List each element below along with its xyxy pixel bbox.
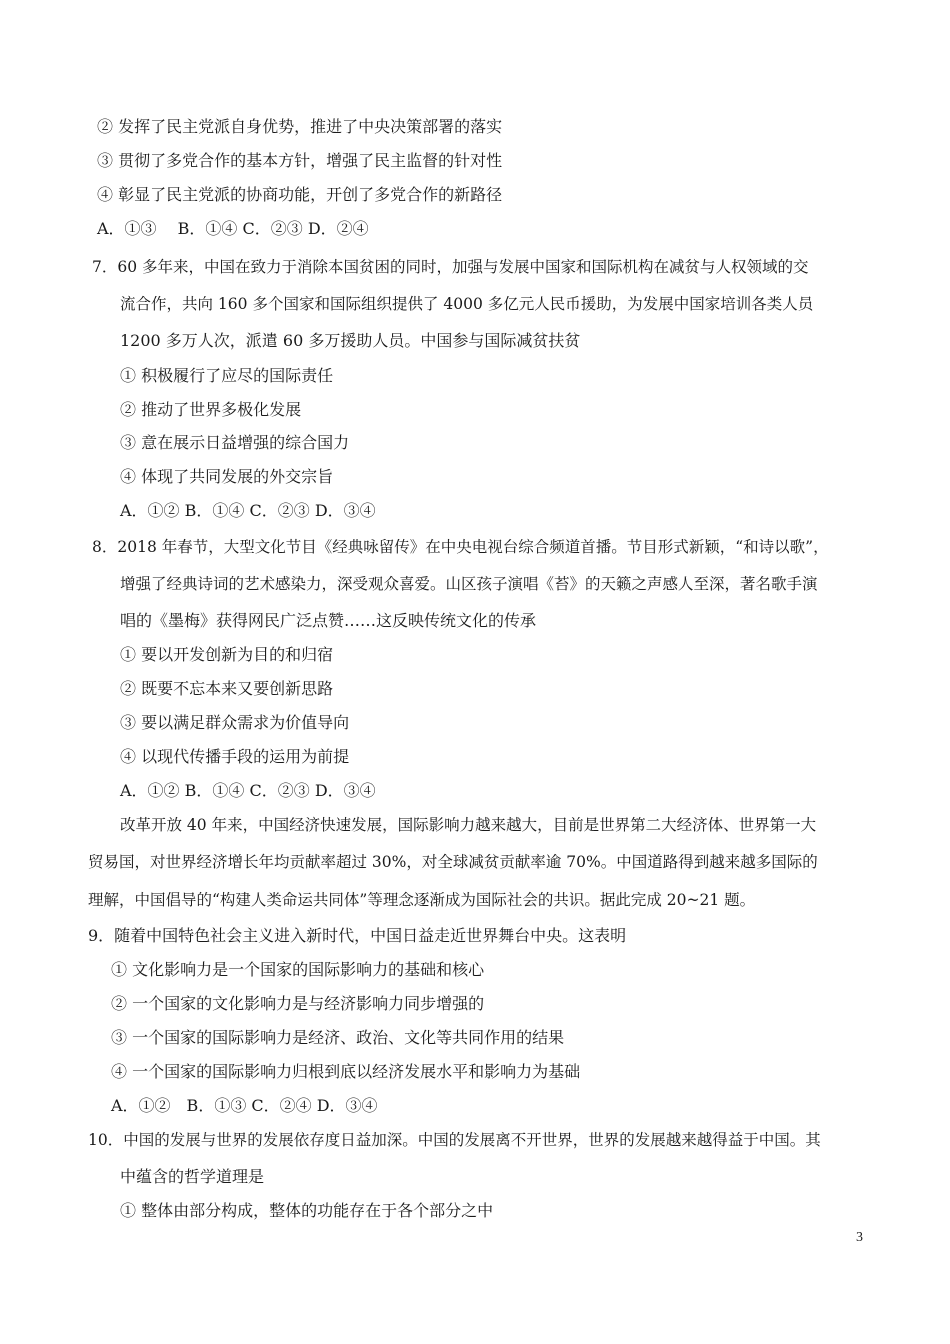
q8-option-4: ④ 以现代传播手段的运用为前提 xyxy=(120,747,350,766)
q9-option-1: ① 文化影响力是一个国家的国际影响力的基础和核心 xyxy=(111,960,485,979)
q8-answer-choices: A．①② B．①④ C．②③ D．③④ xyxy=(120,781,376,800)
q9-option-4: ④ 一个国家的国际影响力归根到底以经济发展水平和影响力为基础 xyxy=(111,1062,581,1081)
q7-stem-line-2: 流合作，共向 160 多个国家和国际组织提供了 4000 多亿元人民币援助，为发展中国家培训各类人员 xyxy=(120,295,814,313)
passage-line-1: 改革开放 40 年来，中国经济快速发展，国际影响力越来越大，目前是世界第二大经济体、世界第一大 xyxy=(120,816,817,834)
passage-line-3: 理解，中国倡导的“构建人类命运共同体”等理念逐渐成为国际社会的共识。据此完成 20~21 题。 xyxy=(88,891,756,909)
q8-option-1: ① 要以开发创新为目的和归宿 xyxy=(120,645,334,664)
q10-option-1: ① 整体由部分构成，整体的功能存在于各个部分之中 xyxy=(120,1201,494,1220)
q7-stem-line-1: 7．60 多年来，中国在致力于消除本国贫困的同时，加强与发展中国家和国际机构在减贫与人权领域的交 xyxy=(92,258,809,276)
q8-stem-line-3: 唱的《墨梅》获得网民广泛点赞……这反映传统文化的传承 xyxy=(120,611,537,630)
q9-option-3: ③ 一个国家的国际影响力是经济、政治、文化等共同作用的结果 xyxy=(111,1028,565,1047)
q9-stem: 9．随着中国特色社会主义进入新时代，中国日益走近世界舞台中央。这表明 xyxy=(88,926,627,945)
q7-option-2: ② 推动了世界多极化发展 xyxy=(120,400,302,419)
q10-stem-line-1: 10．中国的发展与世界的发展依存度日益加深。中国的发展离不开世界，世界的发展越来越得益于中国。其 xyxy=(88,1131,821,1149)
q6-option-4: ④ 彰显了民主党派的协商功能，开创了多党合作的新路径 xyxy=(97,185,503,204)
q7-stem-line-3: 1200 多万人次，派遣 60 多万援助人员。中国参与国际减贫扶贫 xyxy=(120,331,581,350)
q7-option-1: ① 积极履行了应尽的国际责任 xyxy=(120,366,334,385)
q8-stem-line-1: 8．2018 年春节，大型文化节目《经典咏留传》在中央电视台综合频道首播。节目形式新颖，“和诗以歌”， xyxy=(92,538,829,556)
passage-line-2: 贸易国，对世界经济增长年均贡献率超过 30%，对全球减贫贡献率逾 70%。中国道路得到越来越多国际的 xyxy=(88,853,818,871)
q7-answer-choices: A．①② B．①④ C．②③ D．③④ xyxy=(120,501,376,520)
q6-option-3: ③ 贯彻了多党合作的基本方针，增强了民主监督的针对性 xyxy=(97,151,503,170)
q8-option-2: ② 既要不忘本来又要创新思路 xyxy=(120,679,334,698)
q9-answer-choices: A．①② B．①③ C．②④ D．③④ xyxy=(111,1096,378,1115)
q8-option-3: ③ 要以满足群众需求为价值导向 xyxy=(120,713,350,732)
q7-option-4: ④ 体现了共同发展的外交宗旨 xyxy=(120,467,334,486)
q6-answer-choices: A．①③ B．①④ C．②③ D．②④ xyxy=(97,219,369,238)
q7-option-3: ③ 意在展示日益增强的综合国力 xyxy=(120,433,350,452)
page-number: 3 xyxy=(856,1230,863,1245)
q6-option-2: ② 发挥了民主党派自身优势，推进了中央决策部署的落实 xyxy=(97,117,503,136)
q8-stem-line-2: 增强了经典诗词的艺术感染力，深受观众喜爱。山区孩子演唱《苔》的天籁之声感人至深，著名歌手演 xyxy=(120,575,818,593)
q9-option-2: ② 一个国家的文化影响力是与经济影响力同步增强的 xyxy=(111,994,485,1013)
q10-stem-line-2: 中蕴含的哲学道理是 xyxy=(120,1167,265,1186)
